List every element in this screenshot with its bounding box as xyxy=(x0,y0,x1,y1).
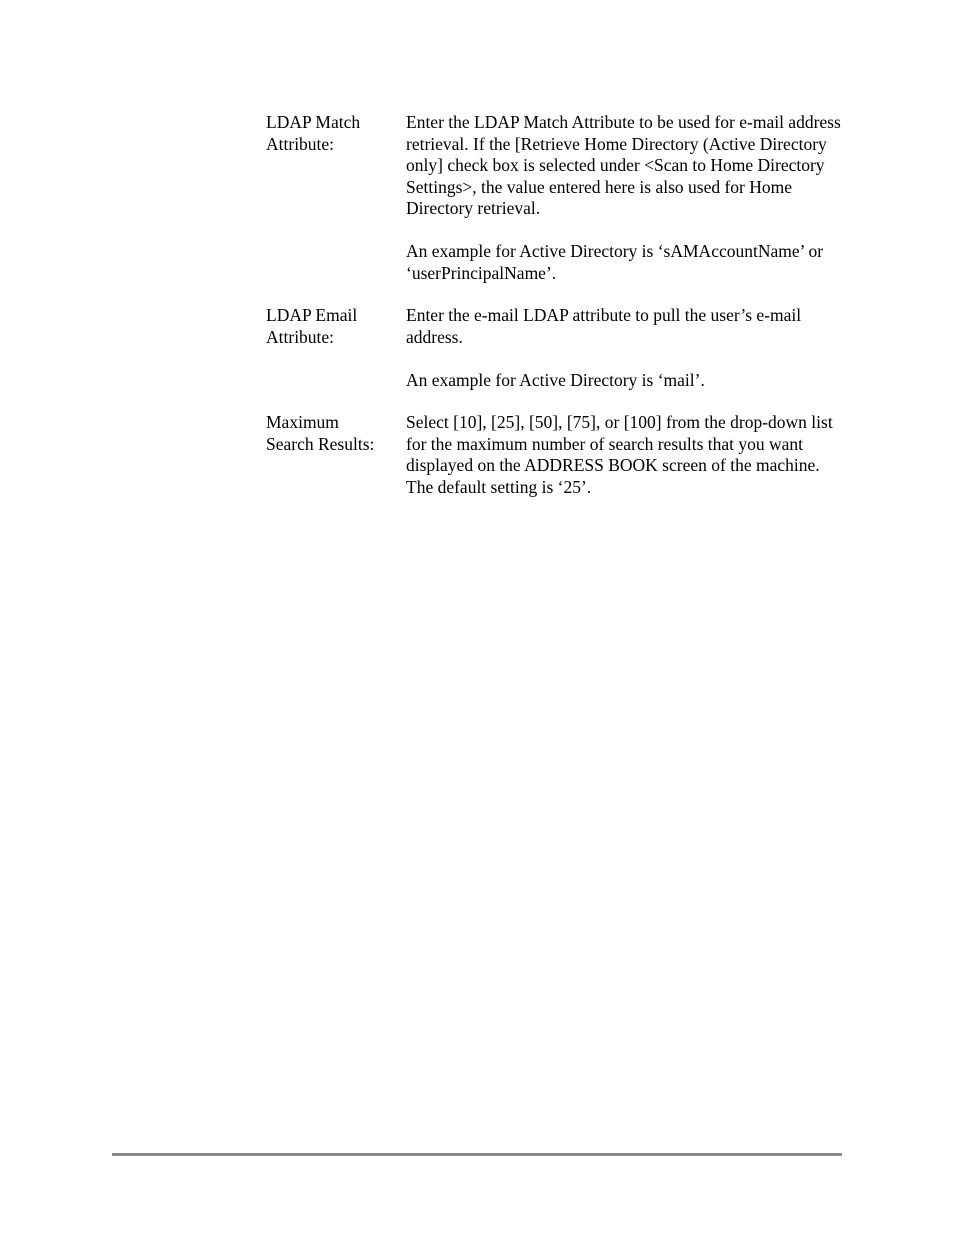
description-paragraph: Enter the e-mail LDAP attribute to pull the user’s e-mail address. xyxy=(406,305,802,347)
description-paragraph: Select [10], [25], [50], [75], or [100] from the drop-down list for the maximum number of search results that you want displayed on the ADDRESS BOOK screen of the machine. The default setting is ‘25’. xyxy=(406,412,833,497)
term-label xyxy=(266,305,406,391)
entry-ldap-match-attribute xyxy=(266,112,846,284)
term-description xyxy=(406,412,846,498)
term-line: Search Results: xyxy=(266,433,375,454)
entry-ldap-email-attribute xyxy=(266,305,846,391)
definition-list xyxy=(266,112,846,519)
description-paragraph: Enter the LDAP Match Attribute to be used for e-mail address retrieval. If the [Retrieve Home Directory (Active Directory only] check box is selected under <Scan to Home Directory Settings>, the value entered here is also used for Home Directory retrieval. xyxy=(406,112,841,218)
description-paragraph: An example for Active Directory is ‘mail’. xyxy=(406,369,705,390)
entry-maximum-search-results xyxy=(266,412,846,498)
description-paragraph: An example for Active Directory is ‘sAMAccountName’ or ‘userPrincipalName’. xyxy=(406,241,824,283)
term-description xyxy=(406,305,846,391)
footer-divider xyxy=(112,1153,842,1156)
term-line: Attribute: xyxy=(266,326,335,347)
term-label xyxy=(266,412,406,498)
term-line: Attribute: xyxy=(266,133,335,154)
term-description xyxy=(406,112,846,284)
term-line: LDAP Email xyxy=(266,305,358,325)
term-line: Maximum xyxy=(266,412,339,432)
term-line: LDAP Match xyxy=(266,112,361,132)
term-label xyxy=(266,112,406,284)
